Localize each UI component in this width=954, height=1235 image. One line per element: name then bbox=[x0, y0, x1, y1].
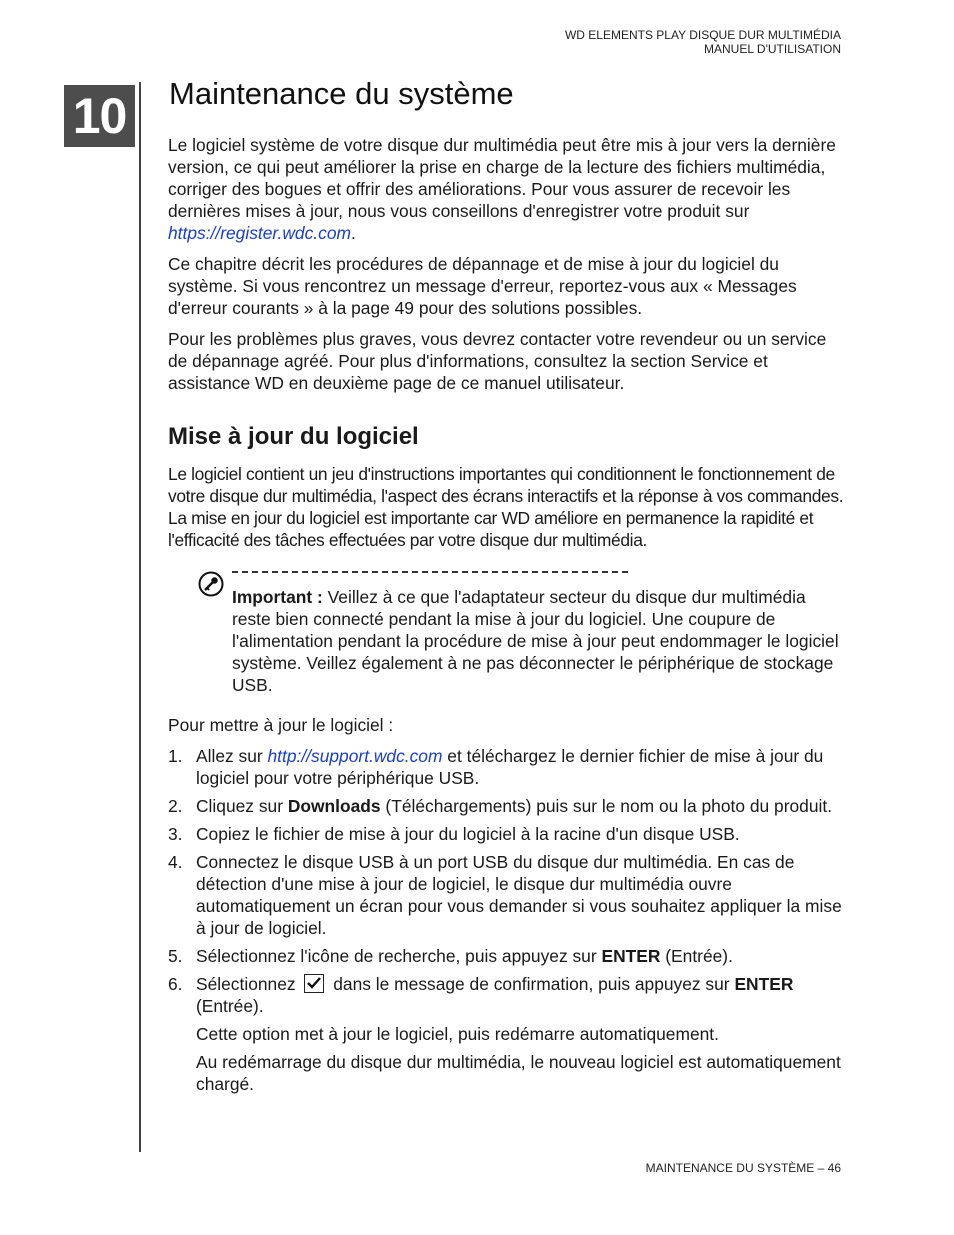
intro-paragraph-1: Le logiciel système de votre disque dur multimédia peut être mis à jour vers la dernière version, ce qui peut améliorer la prise en charge de la lecture des fichiers multimédia, corriger des bogues et offrir des améliorations. Pour vous assurer de recevoir les dernières mises à jour, nous vous conseillons d'enregistrer votre produit sur https://register.wdc.com. bbox=[168, 135, 836, 243]
step-6-note-1: Cette option met à jour le logiciel, puis redémarre automatiquement. bbox=[196, 1024, 719, 1044]
header-manual: MANUEL D'UTILISATION bbox=[704, 42, 841, 56]
support-link[interactable]: http://support.wdc.com bbox=[267, 746, 443, 766]
steps-intro: Pour mettre à jour le logiciel : bbox=[168, 715, 394, 735]
step-6-note-2: Au redémarrage du disque dur multimédia, le nouveau logiciel est automatiquement chargé. bbox=[196, 1052, 841, 1094]
header-product: WD ELEMENTS PLAY DISQUE DUR MULTIMÉDIA bbox=[564, 28, 841, 42]
list-item: 6. Sélectionnez dans le message de confirmation, puis appuyez sur ENTER (Entrée). Cette option met à jour le logiciel, puis redémarre automatiquement. Au redémarrage du disque dur multimédia, le nouveau logiciel est automatiquement chargé. bbox=[168, 973, 848, 1095]
intro-paragraph-3: Pour les problèmes plus graves, vous devrez contacter votre revendeur ou un service de dépannage agréé. Pour plus d'informations, consultez la section Service et assistance WD en deuxième page de ce manuel utilisateur. bbox=[168, 329, 827, 393]
section-paragraph: Le logiciel contient un jeu d'instructions importantes qui conditionnent le fonctionnement de votre disque dur multimédia, l'aspect des écrans interactifs et la réponse à vos commandes. La mise en jour du logiciel est importante car WD améliore en permanence la rapidité et l'efficacité des tâches effectuées par votre disque dur multimédia. bbox=[168, 464, 844, 550]
chapter-divider bbox=[139, 82, 141, 1152]
list-item: 3. Copiez le fichier de mise à jour du logiciel à la racine d'un disque USB. bbox=[168, 824, 740, 844]
section-heading: Mise à jour du logiciel bbox=[168, 423, 419, 450]
steps-list bbox=[168, 745, 848, 1095]
key-icon bbox=[198, 571, 224, 597]
checkmark-icon bbox=[304, 974, 324, 993]
list-item: 2. Cliquez sur Downloads (Téléchargements) puis sur le nom ou la photo du produit. bbox=[168, 796, 833, 816]
list-item: 1. Allez sur http://support.wdc.com et téléchargez le dernier fichier de mise à jour du logiciel pour votre périphérique USB. bbox=[168, 746, 824, 788]
page-content bbox=[168, 74, 848, 1101]
note-divider bbox=[232, 571, 628, 573]
intro-paragraph-2: Ce chapitre décrit les procédures de dépannage et de mise à jour du logiciel du système. Si vous rencontrez un message d'erreur, reportez-vous aux « Messages d'erreur courants » à la page 49 pour des solutions possibles. bbox=[168, 254, 797, 318]
page-footer: MAINTENANCE DU SYSTÈME – 46 bbox=[645, 1161, 841, 1175]
list-item: 4. Connectez le disque USB à un port USB du disque dur multimédia. En cas de détection d'une mise à jour de logiciel, le disque dur multimédia ouvre automatiquement un écran pour vous demander si vous souhaitez appliquer la mise à jour de logiciel. bbox=[168, 852, 842, 938]
list-item: 5. Sélectionnez l'icône de recherche, puis appuyez sur ENTER (Entrée). bbox=[168, 946, 733, 966]
important-note bbox=[168, 571, 848, 696]
running-header bbox=[565, 28, 841, 56]
register-link[interactable]: https://register.wdc.com bbox=[168, 223, 351, 243]
chapter-title: Maintenance du système bbox=[169, 76, 514, 111]
important-text: Important : Veillez à ce que l'adaptateur secteur du disque dur multimédia reste bien connecté pendant la mise à jour du logiciel. Une coupure de l'alimentation pendant la procédure de mise à jour peut endommager le logiciel système. Veillez également à ne pas déconnecter le périphérique de stockage USB. bbox=[232, 587, 839, 695]
chapter-number: 10 bbox=[64, 85, 135, 147]
